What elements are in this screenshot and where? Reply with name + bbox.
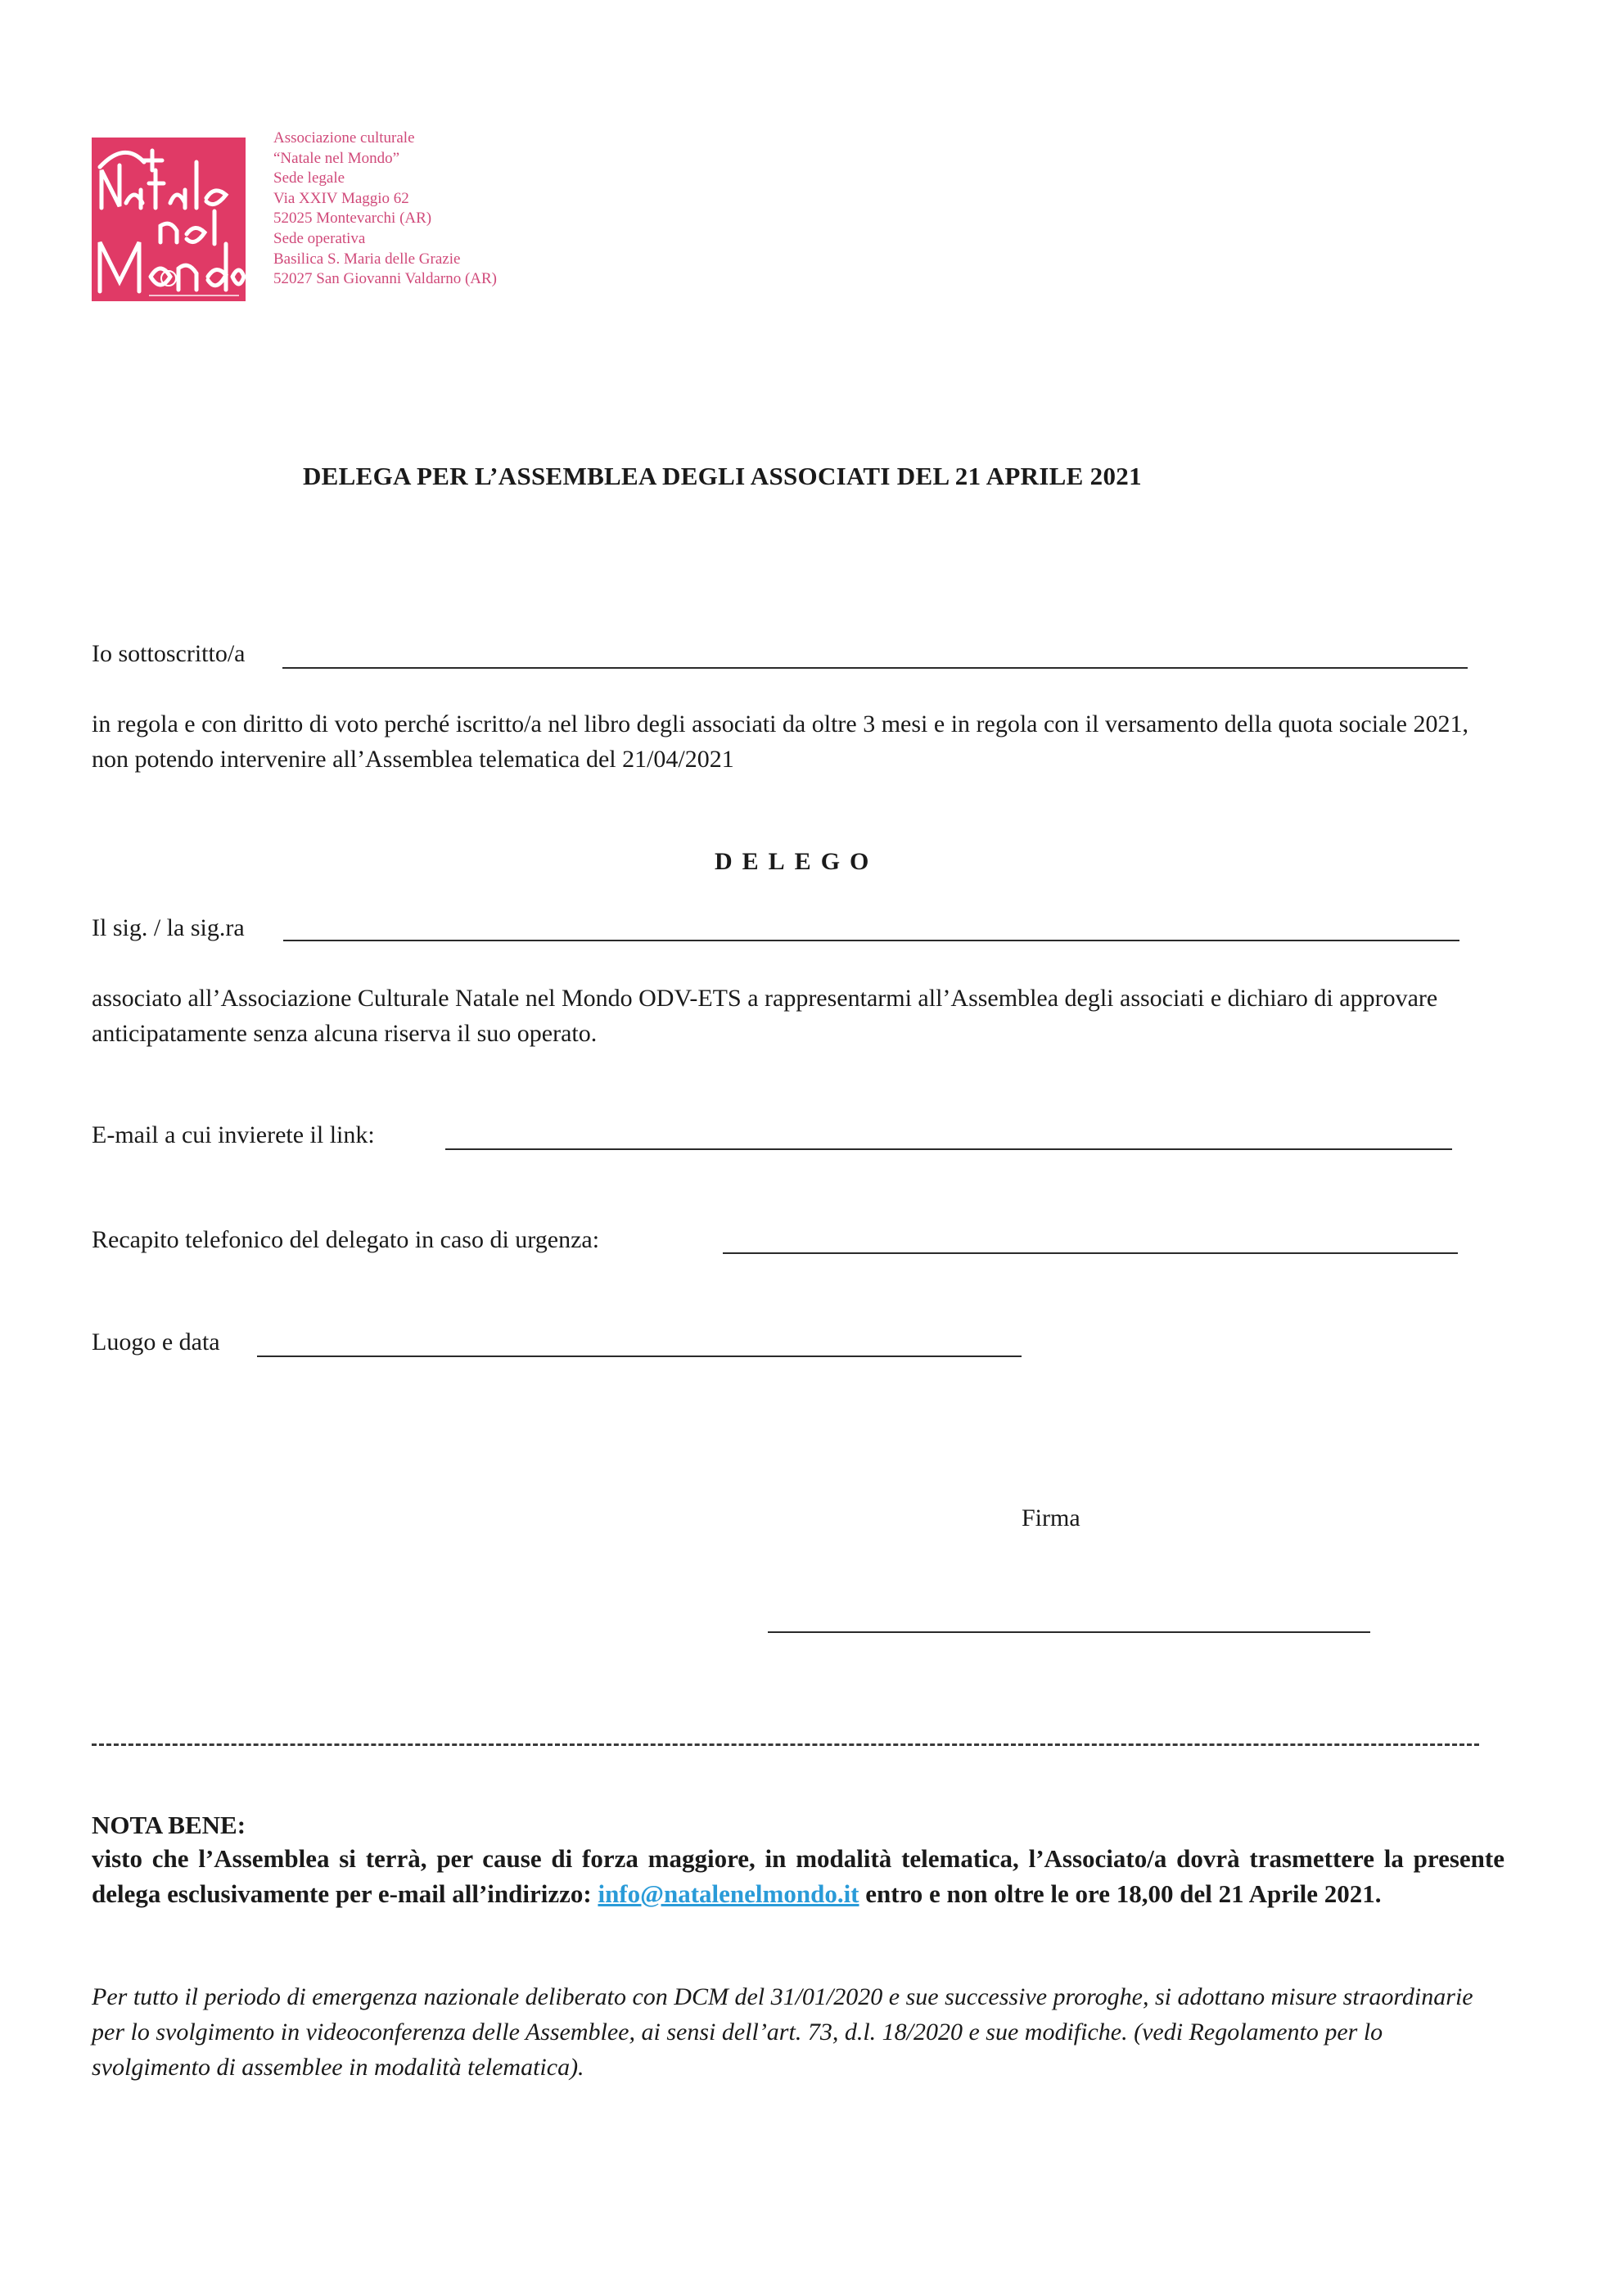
legal-footnote: Per tutto il periodo di emergenza nazionale deliberato con DCM del 31/01/2020 e sue successive proroghe, si adottano misure straordinarie per lo svolgimento in videoconferenza delle Assemblee, ai sensi dell’art. 73, d.l. 18/2020 e sue modifiche. (vedi Regolamento per lo svolgimento di assemblee in modalità telematica). [92,1983,1473,2081]
nota-bene-body [92,1841,1504,1911]
phone-field[interactable] [723,1252,1458,1254]
org-line: Via XXIV Maggio 62 [273,189,409,207]
delegate-name-label: Il sig. / la sig.ra [92,914,245,941]
associato-paragraph: associato all’Associazione Culturale Natale nel Mondo ODV-ETS a rappresentarmi all’Assemblea degli associati e dichiaro di approvare anticipatamente senza alcuna riserva il suo operato. [92,985,1438,1047]
nota-bene-heading: NOTA BENE: [92,1811,246,1839]
org-line: “Natale nel Mondo” [273,149,400,167]
regola-paragraph: in regola e con diritto di voto perché iscritto/a nel libro degli associati da oltre 3 mesi e in regola con il versamento della quota sociale 2021, non potendo intervenire all’Assemblea telematica del 21/04/2021 [92,710,1468,773]
place-date-label: Luogo e data [92,1328,220,1355]
section-divider [92,1743,1479,1746]
delego-heading: DELEGO [715,848,879,875]
organization-address [273,129,497,290]
association-logo [92,138,246,301]
delegate-name-field[interactable] [283,940,1459,941]
org-line: Sede operativa [273,229,366,247]
email-label: E-mail a cui invierete il link: [92,1121,375,1148]
org-line: 52027 San Giovanni Valdarno (AR) [273,270,498,288]
document-title: DELEGA PER L’ASSEMBLEA DEGLI ASSOCIATI DEL 21 APRILE 2021 [303,462,1142,490]
sottoscritto-field[interactable] [282,667,1468,669]
sottoscritto-label: Io sottoscritto/a [92,640,246,667]
nota-text-before: visto che l’Assemblea si terrà, per cause di forza maggiore, in modalità telematica, l’Associato/a dovrà trasmettere la presente delega esclusivamente per e-mail all’indirizzo: [92,1844,1504,1908]
contact-email-link[interactable]: info@natalenelmondo.it [598,1879,859,1908]
signature-field[interactable] [768,1631,1370,1633]
logo-graphic [92,138,246,301]
org-line: 52025 Montevarchi (AR) [273,210,432,228]
signature-label: Firma [1022,1504,1080,1531]
place-date-field[interactable] [257,1355,1022,1357]
nota-text-after: entro e non oltre le ore 18,00 del 21 Aprile 2021. [859,1879,1382,1908]
org-line: Sede legale [273,169,345,187]
org-line: Associazione culturale [273,129,415,147]
email-field[interactable] [445,1148,1452,1150]
phone-label: Recapito telefonico del delegato in caso di urgenza: [92,1226,600,1253]
org-line: Basilica S. Maria delle Grazie [273,250,461,268]
